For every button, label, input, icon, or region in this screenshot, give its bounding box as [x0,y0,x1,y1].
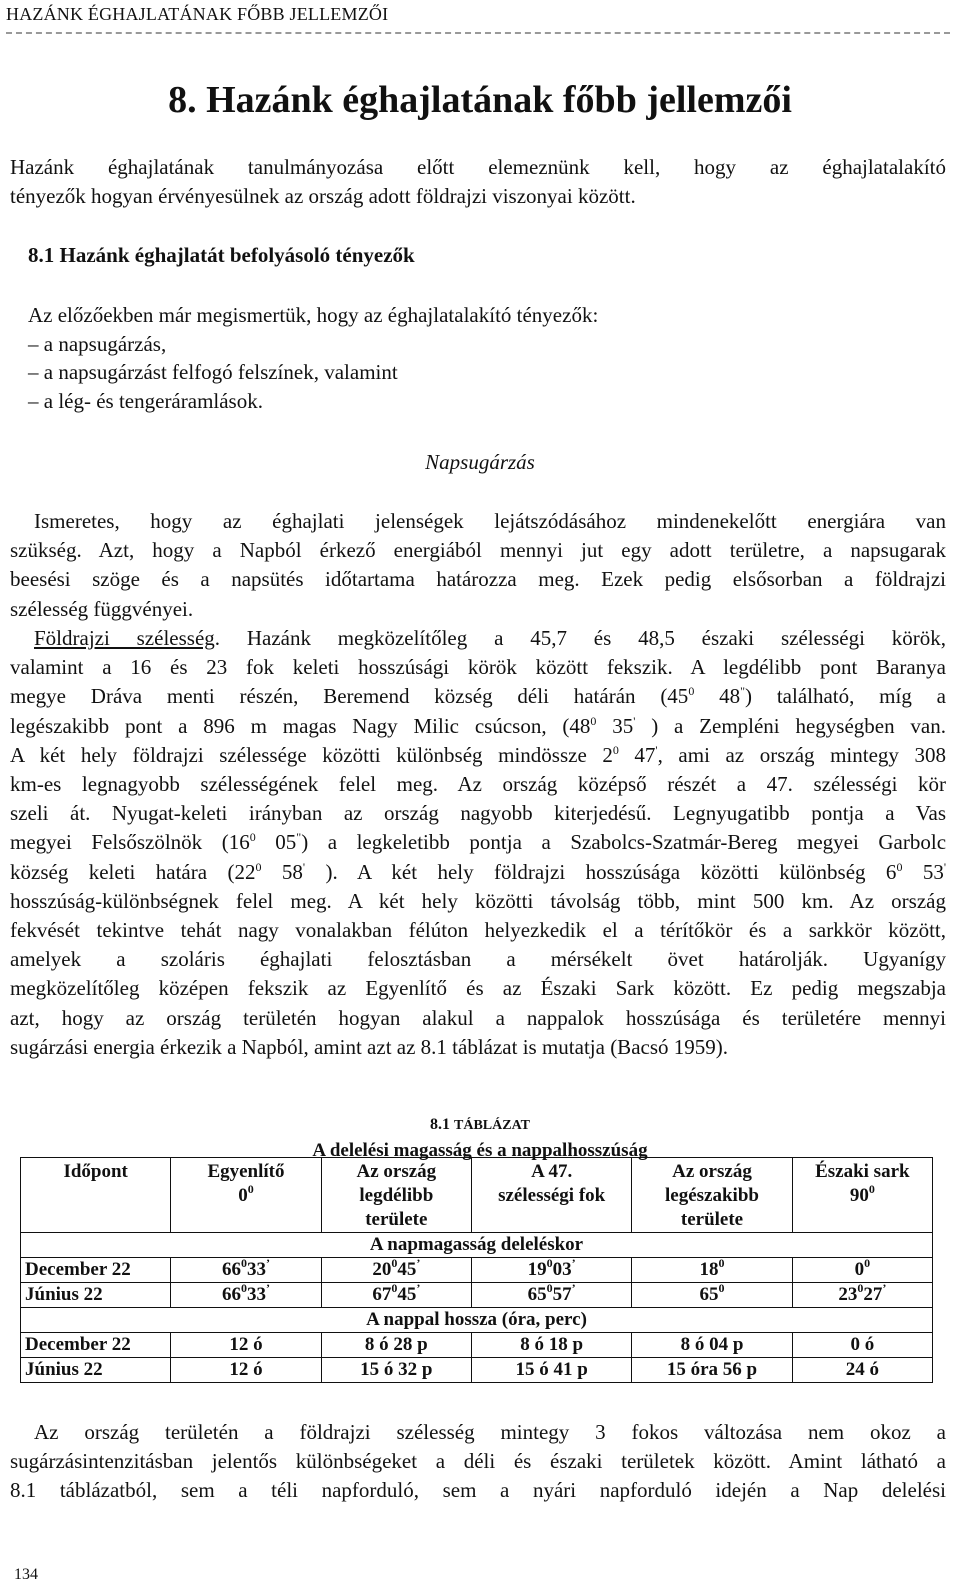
group-label: A napmagasság deleléskor [21,1233,933,1258]
row-label: Június 22 [21,1283,171,1308]
row-label: December 22 [21,1333,171,1358]
paragraph-line: sugárzási energia érkezik a Napból, amint azt az 8.1 táblázat is mutatja (Bacsó 1959). [10,1034,728,1059]
paragraph-line: megye Dráva menti részén, Beremend község déli határán ($45^0$ 48") található, míg a [10,684,946,709]
table-cell: 15 ó 41 p [471,1358,631,1383]
factors-intro: Az előzőekben már megismertük, hogy az éghajlatalakító tényezők: [28,303,599,327]
row-label: Június 22 [21,1358,171,1383]
table-cell: $65^0$ [632,1283,792,1308]
paragraph-line: szükség. Azt, hogy a Napból érkező energiából mennyi jut egy adott területre, a napsugarak [10,538,946,563]
table-row [21,1258,933,1283]
table-header-row [21,1158,933,1233]
paragraph-line: sugárzásintenzitásban jelentős különbségeket a déli és északi területek között. Amint látható a [10,1449,946,1474]
table-cell: $20^045^’$ [321,1258,471,1283]
paragraph-line: valamint a 16 és 23 fok keleti hosszúsági körök között fekszik. A legdélibb pont Baranya [10,655,946,680]
running-header: HAZÁNK ÉGHAJLATÁNAK FŐBB JELLEMZŐI [6,4,389,24]
table-row [21,1283,933,1308]
section-title: 8.1 Hazánk éghajlatát befolyásoló tényezők [28,243,415,267]
table-caption-number: 8.1 TÁBLÁZAT [430,1116,530,1133]
table-group-row [21,1233,933,1258]
radiation-paragraph [10,507,946,624]
paragraph-line: szélesség függvényei. [10,596,194,621]
paragraph-line: Az ország területén a földrajzi szélesség mintegy 3 fokos változása nem okoz a [34,1420,946,1444]
column-header: Egyenlítő $0^0$ [171,1158,321,1233]
table-cell: $18^0$ [632,1258,792,1283]
factor-item: – a lég- és tengeráramlások. [28,388,263,413]
paragraph-line: hosszúság-különbségnek felel meg. A két hely közötti távolság több, mint 500 km. Az ország [10,888,946,913]
paragraph-line: szeli át. Nyugat-keleti irányban az ország nagyobb kiterjedésű. Legnyugatibb pontja a Vas [10,801,946,826]
solar-data-table [20,1157,933,1383]
paragraph-line: község keleti határa ($22^0$ 58' ). A két hely földrajzi hosszúsága közötti különbség $6^0$ 53' [10,859,947,884]
table-cell: $67^045^’$ [321,1283,471,1308]
table-group-row [21,1308,933,1333]
column-header: Időpont [21,1158,171,1233]
factor-item: – a napsugárzást felfogó felszínek, valamint [28,360,398,384]
table-row [21,1358,933,1383]
paragraph-line: A két hely földrajzi szélessége közötti különbség mindössze $2^0$ 47', ami az ország mintegy 308 [10,742,946,767]
latitude-term: Földrajzi szélesség [34,626,215,650]
column-header: Az ország legdélibb területe [321,1158,471,1233]
table-cell: 0 ó [792,1333,932,1358]
table-cell: $65^057^’$ [471,1283,631,1308]
intro-line: tényezők hogyan érvényesülnek az ország adott földrajzi viszonyai között. [10,184,636,209]
group-label: A nappal hossza (óra, perc) [21,1308,933,1333]
paragraph-line: 8.1 táblázatból, sem a téli napforduló, sem a nyári napforduló idején a Nap delelési [10,1478,946,1503]
table-cell: 15 óra 56 p [632,1358,792,1383]
table-cell: 8 ó 18 p [471,1333,631,1358]
column-header: Az ország legészakibb területe [632,1158,792,1233]
table-cell: 12 ó [171,1358,321,1383]
table-cell: $19^003^’$ [471,1258,631,1283]
table-caption-title: A delelési magasság és a nappalhosszúság [312,1140,648,1161]
table-cell: 12 ó [171,1333,321,1358]
paragraph-line: megyei Felsőszölnök ($16^0$ 05") a legkeletibb pontja a Szabolcs-Szatmár-Bereg megyei Garbolc [10,830,947,855]
chapter-title: 8. Hazánk éghajlatának főbb jellemzői [168,79,792,121]
paragraph-line: amelyek a szoláris éghajlati felosztásban a mérsékelt övet határolják. Ugyanígy [10,947,946,972]
table-cell: 15 ó 32 p [321,1358,471,1383]
table-cell: $23^027^’$ [792,1283,932,1308]
table-cell: 8 ó 04 p [632,1333,792,1358]
table-cell: 24 ó [792,1358,932,1383]
table-cell: $66^033^’$ [171,1258,321,1283]
column-header: Északi sark $90^0$ [792,1158,932,1233]
latitude-paragraph [10,624,946,1062]
paragraph-line: azt, hogy az ország területén hogyan alakul a nappalok hosszúsága és területére mennyi [10,1005,946,1030]
factor-item: – a napsugárzás, [28,331,167,356]
closing-paragraph [10,1418,946,1506]
row-label: December 22 [21,1258,171,1283]
paragraph-line: legészakibb pont a 896 m magas Nagy Milic csúcson, ($48^0$ 35' ) a Zempléni hegységben van. [10,713,946,738]
subsection-title: Napsugárzás [425,450,535,474]
paragraph-line: beesési szöge és a napsütés időtartama határozza meg. Ezek pedig elsősorban a földrajzi [10,567,946,592]
table-row [21,1333,933,1358]
paragraph-line: fekvését tekintve tehát nagy vonalakban félúton helyezkedik el a térítőkör és a sarkkör között, [10,918,946,943]
intro-line: Hazánk éghajlatának tanulmányozása előtt elemeznünk kell, hogy az éghajlatalakító [10,155,946,179]
column-header: A 47. szélességi fok [471,1158,631,1233]
paragraph-line: megközelítőleg középen fekszik az Egyenlítő és az Északi Sark között. Ez pedig megszabja [10,976,946,1001]
paragraph-line: Földrajzi szélesség. Hazánk megközelítőleg a 45,7 és 48,5 északi szélességi körök, [34,626,946,650]
page-number: 134 [14,1566,38,1583]
paragraph-line: km-es legnagyobb szélességének felel meg. Az ország középső részét a 47. szélességi kör [10,772,946,797]
header-divider [6,32,950,34]
paragraph-line: Ismeretes, hogy az éghajlati jelenségek lejátszódásához mindenekelőtt energiára van [34,509,946,533]
table-cell: $0^0$ [792,1258,932,1283]
table-cell: $66^033^’$ [171,1283,321,1308]
table-cell: 8 ó 28 p [321,1333,471,1358]
factors-list [28,301,598,415]
intro-paragraph [10,153,946,211]
